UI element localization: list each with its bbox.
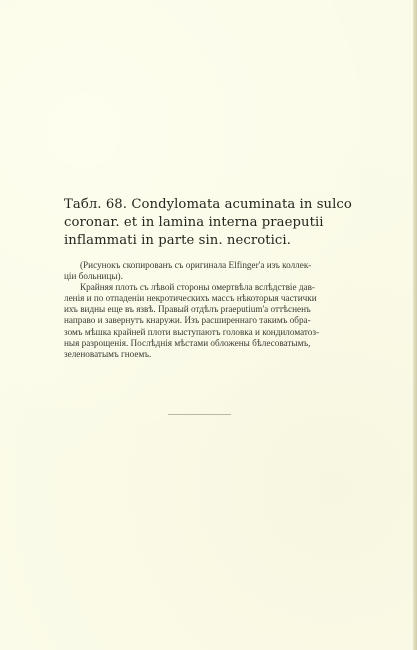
- paragraph-1-line-1: (Рисунокъ скопированъ съ оригинала Elfinger'a изъ коллек-: [80, 260, 312, 270]
- plate-title: [64, 196, 374, 250]
- page-edge-shadow: [413, 0, 417, 650]
- plate-description: [64, 260, 366, 360]
- paragraph-2-line-1: Крайняя плоть съ лѣвой стороны омертвѣла вслѣдствіе дав-: [80, 282, 315, 293]
- paragraph-2-line-6: ныя разрощенія. Послѣднія мѣстами обложены бѣлесоватымъ,: [64, 337, 311, 348]
- paragraph-2-line-2: ленія и по отпаденіи некротическихъ массъ нѣкоторыя частички: [64, 293, 317, 304]
- title-line-2: coronar. et in lamina interna praeputii: [64, 215, 324, 230]
- paragraph-2-line-7: зеленоватымъ гноемъ.: [64, 348, 152, 359]
- title-line-1: Табл. 68. Condylomata acuminata in sulco: [64, 197, 352, 212]
- paragraph-2-line-5: зомъ мѣшка крайней плоти выступаютъ головка и кондиломатоз-: [64, 326, 320, 337]
- paragraph-1-line-2: ціи больницы).: [64, 271, 123, 282]
- paragraph-2-line-4: направо и завернутъ кнаружи. Изъ расширеннаго такимъ обра-: [64, 315, 311, 326]
- section-divider: [168, 414, 231, 415]
- title-line-3: inflammati in parte sin. necrotici.: [64, 233, 291, 248]
- paragraph-2-line-3: ихъ видны еще въ язвѣ. Правый отдѣлъ praeputium'a оттѣсненъ: [64, 304, 311, 315]
